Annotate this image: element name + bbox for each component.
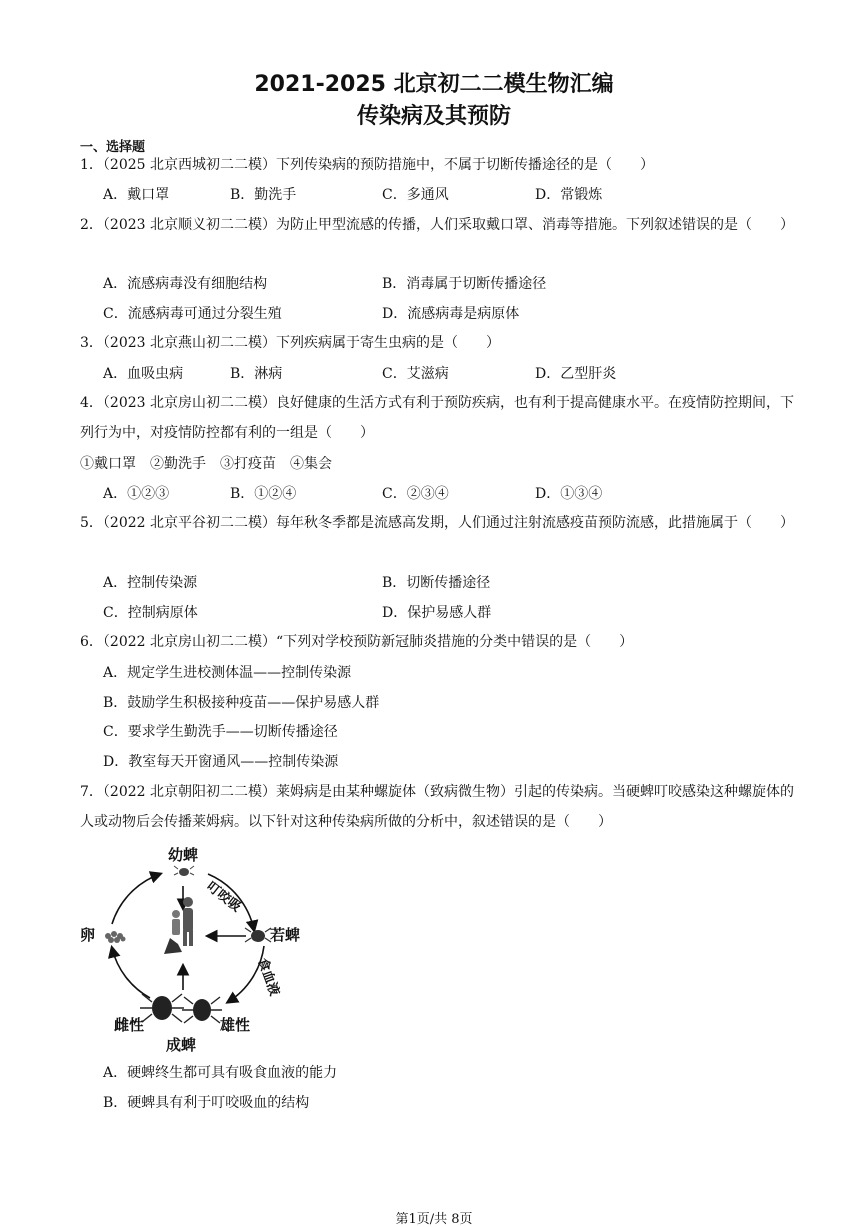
q2-option-b: B．消毒属于切断传播途径 [382,276,547,292]
larva-tick-icon [174,866,194,876]
q3-option-a: A．血吸虫病 [103,366,184,382]
q5-option-b: B．切断传播途径 [382,575,491,591]
page-footer: 第1页/共 8页 [395,1212,473,1227]
q4-option-d: D．①③④ [535,486,603,502]
q5-option-d: D．保护易感人群 [382,605,492,621]
cycle-arc-egg-to-larva [112,874,160,924]
label-nymph: 若蜱 [270,926,301,944]
label-larva: 幼蜱 [168,846,199,864]
q4-option-c: C．②③④ [382,486,449,502]
male-tick-icon [182,997,222,1023]
q4-extra-items: ①戴口罩 ②勤洗手 ③打疫苗 ④集会 [80,456,332,472]
question-1-stem: 1．（2025 北京西城初二二模）下列传染病的预防措施中，不属于切断传播途径的是（ ） [80,157,654,173]
egg-cluster-icon [105,931,126,943]
document-title: 2021-2025 北京初二二模生物汇编 [254,72,614,97]
nymph-tick-icon [245,928,271,942]
q6-option-d: D．教室每天开窗通风——控制传染源 [103,754,339,770]
section-heading: 一、选择题 [80,140,146,155]
q1-option-a: A．戴口罩 [103,187,170,203]
q3-option-c: C．艾滋病 [382,366,449,382]
question-6-stem: 6．（2022 北京房山初二二模）“下列对学校预防新冠肺炎措施的分类中错误的是（ ） [80,634,634,650]
question-4-stem: 4．（2023 北京房山初二二模）良好健康的生活方式有利于预防疾病，也有利于提高健康水平。在疫情防控期间，下列行为中，对疫情防控都有利的一组是（ ） [80,395,794,441]
label-adult: 成蜱 [166,1036,197,1054]
q3-option-d: D．乙型肝炎 [535,366,617,382]
q2-option-d: D．流感病毒是病原体 [382,306,520,322]
label-male: 雄性 [220,1016,251,1034]
q4-option-b: B．①②④ [230,486,297,502]
female-tick-icon [140,994,184,1022]
label-female: 雌性 [114,1016,145,1034]
q6-option-a: A．规定学生进校测体温——控制传染源 [103,665,352,681]
q2-option-a: A．流感病毒没有细胞结构 [103,276,268,292]
tick-lifecycle-diagram [78,842,318,1058]
q5-option-c: C．控制病原体 [103,605,198,621]
q7-option-b: B．硬蜱具有利于叮咬吸血的结构 [103,1095,310,1111]
q5-option-a: A．控制传染源 [103,575,198,591]
question-2-stem: 2．（2023 北京顺义初二二模）为防止甲型流感的传播，人们采取戴口罩、消毒等措施。下列叙述错误的是（ ） [80,217,794,233]
cycle-arc-nymph-to-adult [228,946,264,1002]
question-5-stem: 5．（2022 北京平谷初二二模）每年秋冬季都是流感高发期，人们通过注射流感疫苗预防流感，此措施属于（ ） [80,515,794,531]
q7-option-a: A．硬蜱终生都可具有吸食血液的能力 [103,1065,338,1081]
q6-option-c: C．要求学生勤洗手——切断传播途径 [103,724,338,740]
q6-option-b: B．鼓励学生积极接种疫苗——保护易感人群 [103,695,380,711]
label-bite-suck: 叮咬吸 [203,879,244,916]
q2-option-c: C．流感病毒可通过分裂生殖 [103,306,282,322]
q1-option-d: D．常锻炼 [535,187,603,203]
host-figures-icon [164,897,193,954]
q3-option-b: B．淋病 [230,366,283,382]
question-3-stem: 3．（2023 北京燕山初二二模）下列疾病属于寄生虫病的是（ ） [80,335,500,351]
question-7-stem: 7．（2022 北京朝阳初二二模）莱姆病是由某种螺旋体（致病微生物）引起的传染病。当硬蜱叮咬感染这种螺旋体的人或动物后会传播莱姆病。以下针对这种传染病所做的分析中，叙述错误的是（ ） [80,784,794,830]
document-subtitle: 传染病及其预防 [356,104,511,129]
label-feed: 食血液 [254,956,282,999]
q1-option-c: C．多通风 [382,187,449,203]
q4-option-a: A．①②③ [103,486,170,502]
q1-option-b: B．勤洗手 [230,187,297,203]
cycle-arc-adult-to-egg [112,948,150,998]
label-egg: 卵 [80,926,96,944]
